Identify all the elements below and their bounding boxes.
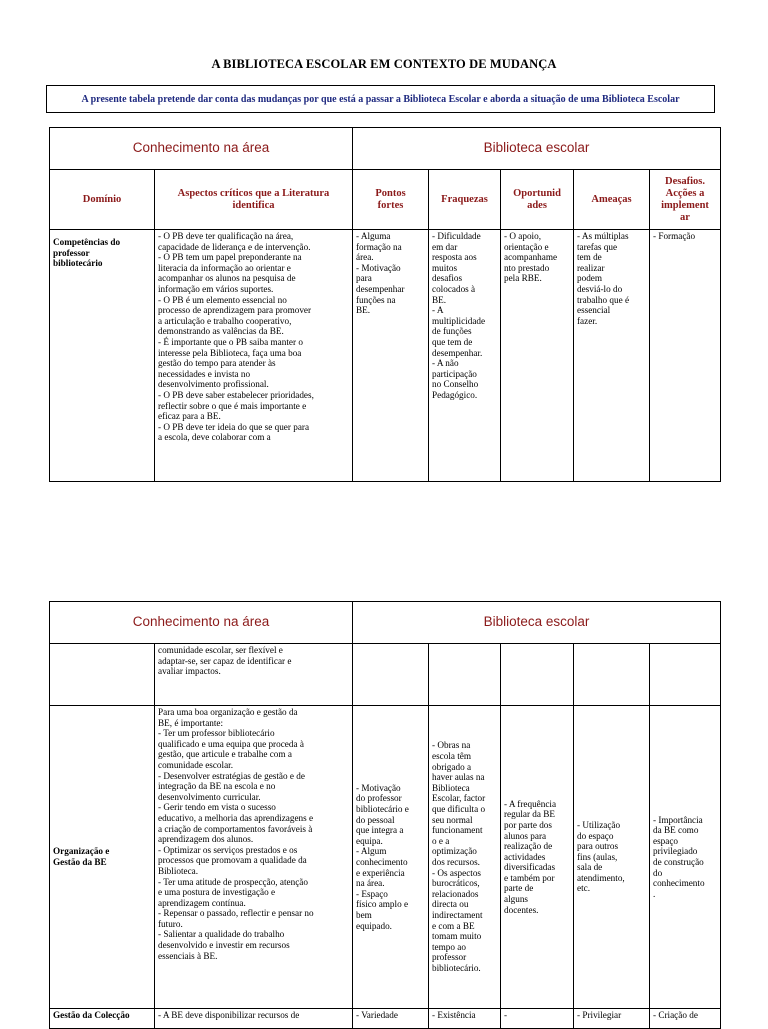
text-line: aprendizagem dos alunos. bbox=[158, 834, 254, 845]
text-line: a escola, deve colaborar com a bbox=[158, 432, 271, 443]
text-line: obrigado a bbox=[432, 761, 472, 772]
text-line: processo de aprendizagem para promover bbox=[158, 305, 312, 316]
text-line: tomam muito bbox=[432, 931, 482, 942]
text-line: atendimento, bbox=[577, 872, 625, 883]
cell-domain-continued bbox=[50, 644, 155, 706]
text-line: professor bbox=[432, 952, 467, 963]
text-line: processos que promovam a qualidade da bbox=[158, 855, 307, 866]
text-line: a criação de comportamentos favoráveis à bbox=[158, 823, 313, 834]
text-line: que integra a bbox=[356, 825, 404, 836]
text-line: e experiência bbox=[356, 867, 405, 878]
cell-pontos-competencias bbox=[353, 230, 429, 482]
text-line: Pedagógico. bbox=[432, 389, 478, 400]
cell-aspectos-organizacao bbox=[155, 706, 353, 1009]
header-desafios: Desafios. Acções a implement ar bbox=[650, 170, 721, 230]
text-line: na área. bbox=[356, 878, 385, 889]
text-line: - Motivação bbox=[356, 262, 401, 273]
text-line: funções na bbox=[356, 294, 396, 305]
cell-desafios-colecao: - Criação de bbox=[650, 1009, 721, 1029]
text-line: desviá-lo do bbox=[577, 283, 623, 294]
text-line: BE. bbox=[356, 305, 371, 316]
text-line: aprendizagem contínua. bbox=[158, 897, 246, 908]
text-line: alguns bbox=[504, 894, 528, 905]
text-line: informação em vários suportes. bbox=[158, 283, 274, 294]
text-line: - O PB deve ter ideia do que se quer para bbox=[158, 421, 310, 432]
text-line: muitos bbox=[432, 262, 458, 273]
text-line: fazer. bbox=[577, 315, 598, 326]
text-line: - A frequência bbox=[504, 798, 557, 809]
text-line: gestão do tempo para atender às bbox=[158, 358, 276, 369]
text-line: alunos para bbox=[504, 830, 547, 841]
text-line: eficaz para a BE. bbox=[158, 411, 221, 422]
text-line: para outros bbox=[577, 841, 619, 852]
text-line: fins (aulas, bbox=[577, 851, 618, 862]
analysis-table-1 bbox=[49, 127, 721, 482]
text-line: tem de bbox=[577, 252, 602, 263]
text-line: educativo, a melhoria das aprendizagens e bbox=[158, 812, 314, 823]
text-line: - Utilização bbox=[577, 819, 621, 830]
text-line: - A bbox=[432, 305, 444, 316]
text-line: orientação e bbox=[504, 241, 549, 252]
text-line: burocráticos, bbox=[432, 878, 480, 889]
text-line: desenvolvimento curricular. bbox=[158, 791, 261, 802]
cell-desafios-competencias bbox=[650, 230, 721, 482]
text-line: área. bbox=[356, 252, 374, 263]
text-line: futuro. bbox=[158, 918, 183, 929]
text-line: diversificadas bbox=[504, 862, 556, 873]
cell-desafios-organizacao bbox=[650, 706, 721, 1009]
text-line: interesse pela Biblioteca, faça uma boa bbox=[158, 347, 302, 358]
text-line: desenvolvimento profissional. bbox=[158, 379, 269, 390]
text-line: do bbox=[653, 867, 663, 878]
text-line: do pessoal bbox=[356, 814, 395, 825]
text-line: BE, é importante: bbox=[158, 717, 224, 728]
text-line: desempenhar bbox=[356, 283, 405, 294]
text-line: - Repensar o passado, reflectir e pensar no bbox=[158, 908, 314, 919]
intro-box bbox=[46, 85, 715, 113]
text-line: haver aulas na bbox=[432, 772, 485, 783]
text-line: - Formação bbox=[653, 231, 696, 241]
text-line: reflectir sobre o que é mais importante e bbox=[158, 400, 307, 411]
text-line: - Os aspectos bbox=[432, 867, 481, 878]
cell-aspectos-competencias bbox=[155, 230, 353, 482]
text-line: - Importância bbox=[653, 814, 703, 825]
cell-ameacas-continued bbox=[574, 644, 650, 706]
text-line: - Gerir tendo em vista o sucesso bbox=[158, 802, 276, 813]
text-line: da BE como bbox=[653, 825, 699, 836]
header-ameacas: Ameaças bbox=[574, 170, 650, 230]
text-line: de construção bbox=[653, 857, 704, 867]
text-line: desenvolvido e investir em recursos bbox=[158, 940, 290, 951]
text-line: conhecimento bbox=[356, 857, 408, 867]
text-line: podem bbox=[577, 273, 603, 284]
text-line: desafios bbox=[432, 273, 463, 284]
text-line: - Ter uma atitude de prospecção, atenção bbox=[158, 876, 308, 887]
text-line: Biblioteca. bbox=[158, 865, 199, 876]
text-line: qualificado e uma equipa que proceda à bbox=[158, 738, 304, 749]
text-line: nto prestado bbox=[504, 262, 550, 273]
text-line: - O PB deve saber estabelecer prioridades, bbox=[158, 389, 314, 400]
text-line: - O PB é um elemento essencial no bbox=[158, 294, 287, 305]
cell-fraquezas-continued bbox=[429, 644, 501, 706]
band-biblioteca-2: Biblioteca escolar bbox=[353, 602, 721, 644]
text-line: por parte dos bbox=[504, 819, 552, 830]
text-line: docentes. bbox=[504, 904, 539, 915]
text-line: multiplicidade bbox=[432, 315, 486, 326]
text-line: escola têm bbox=[432, 751, 472, 762]
cell-oportunidades-continued bbox=[501, 644, 574, 706]
text-line: trabalho que é bbox=[577, 294, 630, 305]
text-line: . bbox=[653, 888, 656, 899]
text-line: Para uma boa organização e gestão da bbox=[158, 707, 298, 717]
text-line: tarefas que bbox=[577, 241, 618, 252]
text-line: e com a BE bbox=[432, 920, 475, 931]
cell-pontos-colecao: - Variedade bbox=[353, 1009, 429, 1029]
text-line: gestão, que articule e trabalhe com a bbox=[158, 749, 292, 760]
text-line: - Algum bbox=[356, 846, 387, 857]
text-line: relacionados bbox=[432, 888, 479, 899]
text-line: actividades bbox=[504, 851, 546, 862]
text-line: - Ter um professor bibliotecário bbox=[158, 728, 275, 739]
domain-gestao-colecao: Gestão da Colecção bbox=[50, 1009, 155, 1029]
cell-aspectos-continued bbox=[155, 644, 353, 706]
text-line: - Desenvolver estratégias de gestão e de bbox=[158, 770, 305, 781]
text-line: o e a bbox=[432, 835, 450, 846]
text-line: privilegiado bbox=[653, 846, 698, 857]
text-line: essenciais à BE. bbox=[158, 950, 218, 961]
text-line: bibliotecário e bbox=[356, 804, 409, 815]
text-line: de funções bbox=[432, 326, 472, 337]
text-line: e também por bbox=[504, 872, 555, 883]
text-line: no Conselho bbox=[432, 379, 479, 390]
text-line: resposta aos bbox=[432, 252, 477, 263]
text-line: - É importante que o PB saiba manter o bbox=[158, 336, 303, 347]
cell-ameacas-organizacao bbox=[574, 706, 650, 1009]
cell-ameacas-colecao: - Privilegiar bbox=[574, 1009, 650, 1029]
text-line: directa ou bbox=[432, 899, 469, 910]
text-line: capacidade de liderança e de intervenção. bbox=[158, 241, 311, 252]
text-line: físico amplo e bbox=[356, 899, 409, 910]
text-line: tempo ao bbox=[432, 941, 466, 952]
text-line: - O PB deve ter qualificação na área, bbox=[158, 231, 294, 241]
domain-competencias: Competências do professor bibliotecário bbox=[50, 230, 155, 482]
text-line: em dar bbox=[432, 241, 458, 252]
text-line: que dificulta o bbox=[432, 804, 486, 815]
text-line: regular da BE bbox=[504, 809, 556, 820]
header-fraquezas: Fraquezas bbox=[429, 170, 501, 230]
text-line: formação na bbox=[356, 241, 402, 252]
text-line: funcionament bbox=[432, 825, 483, 836]
intro-text: A presente tabela pretende dar conta das mudanças por que está a passar a Biblioteca Escolar e aborda a situação de uma Biblioteca Escolar bbox=[81, 93, 680, 105]
header-dominio: Domínio bbox=[50, 170, 155, 230]
text-line: necessidades e invista no bbox=[158, 368, 251, 379]
text-line: comunidade escolar. bbox=[158, 759, 234, 770]
text-line: indirectament bbox=[432, 909, 483, 920]
band-biblioteca: Biblioteca escolar bbox=[353, 128, 721, 170]
text-line: acompanhar os alunos na pesquisa de bbox=[158, 273, 296, 284]
text-line: - O apoio, bbox=[504, 231, 541, 241]
header-oportunidades: Oportunid ades bbox=[501, 170, 574, 230]
text-line: colocados à bbox=[432, 283, 476, 294]
analysis-table-2 bbox=[49, 601, 721, 1029]
band-conhecimento: Conhecimento na área bbox=[50, 128, 353, 170]
text-line: optimização bbox=[432, 846, 477, 857]
text-line: participação bbox=[432, 368, 477, 379]
cell-fraquezas-colecao: - Existência bbox=[429, 1009, 501, 1029]
text-line: - Optimizar os serviços prestados e os bbox=[158, 844, 298, 855]
domain-organizacao: Organização e Gestão da BE bbox=[50, 706, 155, 1009]
text-line: - Espaço bbox=[356, 888, 388, 899]
text-line: conhecimento bbox=[653, 878, 705, 889]
text-line: acompanhame bbox=[504, 252, 558, 263]
cell-desafios-continued bbox=[650, 644, 721, 706]
text-line: - Alguma bbox=[356, 231, 391, 241]
text-line: realizar bbox=[577, 262, 605, 273]
text-line: - O PB tem um papel preponderante na bbox=[158, 252, 302, 263]
text-line: parte de bbox=[504, 883, 534, 894]
text-line: equipa. bbox=[356, 835, 383, 846]
text-line: literacia da informação ao orientar e bbox=[158, 262, 291, 273]
text-line: do professor bbox=[356, 793, 402, 804]
text-line: espaço bbox=[653, 835, 678, 846]
cell-pontos-organizacao bbox=[353, 706, 429, 1009]
text-line: Escolar, factor bbox=[432, 793, 486, 804]
text-line: sala de bbox=[577, 862, 603, 873]
cell-aspectos-colecao: - A BE deve disponibilizar recursos de bbox=[155, 1009, 353, 1029]
text-line: etc. bbox=[577, 883, 591, 894]
text-line: - Obras na bbox=[432, 740, 471, 751]
text-line: essencial bbox=[577, 305, 611, 316]
cell-pontos-continued bbox=[353, 644, 429, 706]
text-line: do espaço bbox=[577, 830, 614, 841]
text-line: e uma postura de investigação e bbox=[158, 887, 276, 898]
cell-oportunidades-colecao: - bbox=[501, 1009, 574, 1029]
header-pontos-fortes: Pontos fortes bbox=[353, 170, 429, 230]
header-aspectos: Aspectos críticos que a Literatura identifica bbox=[155, 170, 353, 230]
text-line: avaliar impactos. bbox=[158, 666, 221, 677]
cell-oportunidades-competencias bbox=[501, 230, 574, 482]
text-line: Biblioteca bbox=[432, 782, 470, 793]
text-line: - Dificuldade bbox=[432, 231, 481, 241]
text-line: integração da BE na escola e no bbox=[158, 781, 276, 792]
text-line: adaptar-se, ser capaz de identificar e bbox=[158, 655, 292, 666]
text-line: demonstrando as valências da BE. bbox=[158, 326, 284, 337]
text-line: realização de bbox=[504, 841, 553, 852]
text-line: - A não bbox=[432, 358, 459, 369]
text-line: para bbox=[356, 273, 372, 284]
text-line: pela RBE. bbox=[504, 273, 542, 284]
text-line: - Salientar a qualidade do trabalho bbox=[158, 929, 285, 940]
text-line: bem bbox=[356, 909, 372, 920]
cell-fraquezas-competencias bbox=[429, 230, 501, 482]
text-line: bibliotecário. bbox=[432, 962, 481, 973]
text-line: que tem de bbox=[432, 336, 473, 347]
text-line: seu normal bbox=[432, 814, 473, 825]
text-line: comunidade escolar, ser flexível e bbox=[158, 645, 283, 655]
text-line: desempenhar. bbox=[432, 347, 483, 358]
document-title: A BIBLIOTECA ESCOLAR EM CONTEXTO DE MUDANÇA bbox=[211, 57, 557, 71]
text-line: equipado. bbox=[356, 920, 392, 931]
band-conhecimento-2: Conhecimento na área bbox=[50, 602, 353, 644]
text-line: dos recursos. bbox=[432, 857, 480, 867]
text-line: a articulação e trabalho cooperativo, bbox=[158, 315, 292, 326]
cell-fraquezas-organizacao bbox=[429, 706, 501, 1009]
cell-oportunidades-organizacao bbox=[501, 706, 574, 1009]
cell-ameacas-competencias bbox=[574, 230, 650, 482]
text-line: - As múltiplas bbox=[577, 231, 629, 241]
text-line: - Motivação bbox=[356, 782, 401, 793]
text-line: BE. bbox=[432, 294, 447, 305]
